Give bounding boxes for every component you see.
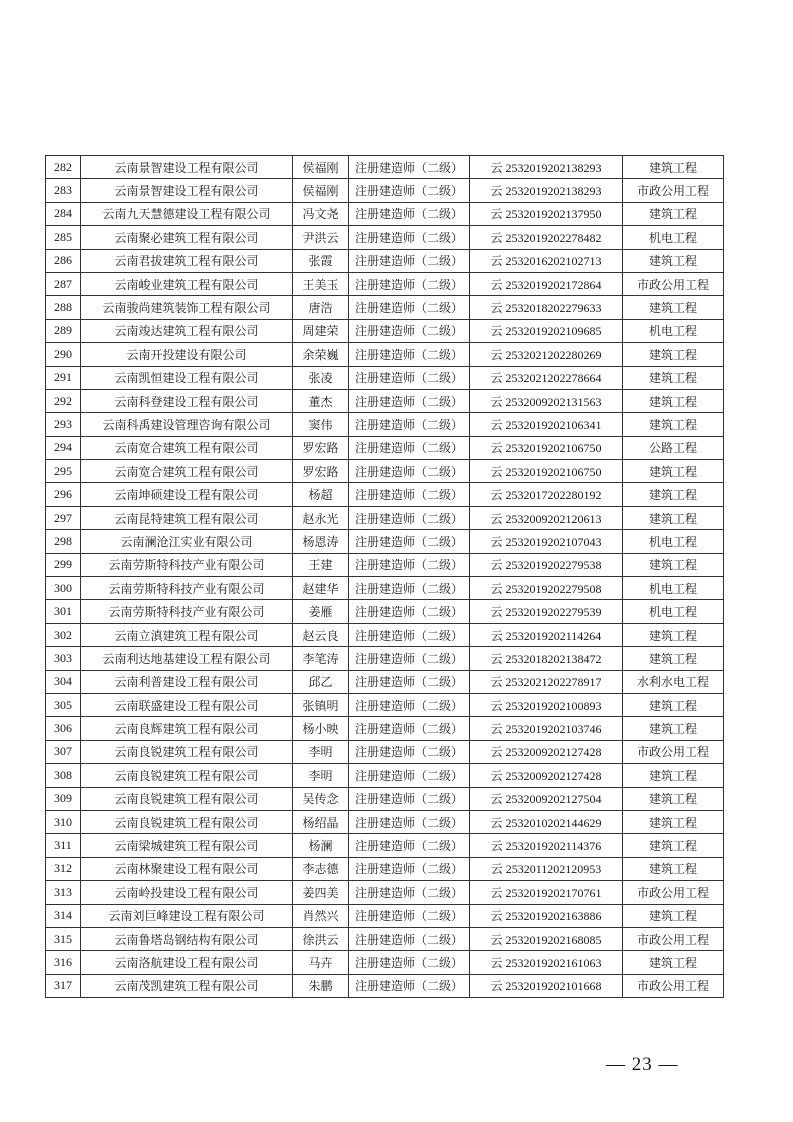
company-name: 云南利普建设工程有限公司 [81, 670, 293, 693]
specialty: 建筑工程 [623, 857, 724, 880]
row-number: 311 [46, 834, 81, 857]
specialty: 建筑工程 [623, 951, 724, 974]
company-name: 云南澜沧江实业有限公司 [81, 530, 293, 553]
person-name: 董杰 [293, 389, 349, 412]
table-row [46, 717, 724, 740]
row-number: 285 [46, 226, 81, 249]
table-row [46, 249, 724, 272]
table-row [46, 670, 724, 693]
table-row [46, 623, 724, 646]
certificate-number: 云 2532019202278482 [470, 226, 623, 249]
row-number: 302 [46, 623, 81, 646]
company-name: 云南良锐建筑工程有限公司 [81, 787, 293, 810]
person-name: 李志德 [293, 857, 349, 880]
row-number: 304 [46, 670, 81, 693]
company-name: 云南竣达建筑工程有限公司 [81, 319, 293, 342]
row-number: 288 [46, 296, 81, 319]
row-number: 293 [46, 413, 81, 436]
specialty: 建筑工程 [623, 810, 724, 833]
qualification: 注册建造师（二级） [349, 296, 470, 319]
person-name: 余荣巍 [293, 343, 349, 366]
person-name: 侯福刚 [293, 179, 349, 202]
person-name: 周建荣 [293, 319, 349, 342]
qualification: 注册建造师（二级） [349, 483, 470, 506]
company-name: 云南良锐建筑工程有限公司 [81, 740, 293, 763]
person-name: 唐浩 [293, 296, 349, 319]
certificate-number: 云 2532021202278664 [470, 366, 623, 389]
qualification: 注册建造师（二级） [349, 810, 470, 833]
specialty: 市政公用工程 [623, 740, 724, 763]
certificate-number: 云 2532019202106341 [470, 413, 623, 436]
row-number: 298 [46, 530, 81, 553]
certificate-number: 云 2532019202114376 [470, 834, 623, 857]
specialty: 机电工程 [623, 600, 724, 623]
row-number: 316 [46, 951, 81, 974]
company-name: 云南茂凯建筑工程有限公司 [81, 974, 293, 997]
specialty: 机电工程 [623, 319, 724, 342]
qualification: 注册建造师（二级） [349, 436, 470, 459]
qualification: 注册建造师（二级） [349, 600, 470, 623]
person-name: 窦伟 [293, 413, 349, 436]
person-name: 罗宏路 [293, 436, 349, 459]
table-row [46, 413, 724, 436]
specialty: 建筑工程 [623, 623, 724, 646]
company-name: 云南劳斯特科技产业有限公司 [81, 577, 293, 600]
person-name: 吴传念 [293, 787, 349, 810]
person-name: 张凌 [293, 366, 349, 389]
table-row [46, 319, 724, 342]
company-name: 云南良锐建筑工程有限公司 [81, 810, 293, 833]
qualification: 注册建造师（二级） [349, 904, 470, 927]
specialty: 建筑工程 [623, 343, 724, 366]
table-row [46, 810, 724, 833]
person-name: 姜雁 [293, 600, 349, 623]
qualification: 注册建造师（二级） [349, 366, 470, 389]
row-number: 307 [46, 740, 81, 763]
table-row [46, 389, 724, 412]
company-name: 云南联盛建设工程有限公司 [81, 693, 293, 716]
row-number: 289 [46, 319, 81, 342]
certificate-number: 云 2532019202168085 [470, 927, 623, 950]
specialty: 市政公用工程 [623, 179, 724, 202]
certificate-number: 云 2532019202138293 [470, 179, 623, 202]
person-name: 赵建华 [293, 577, 349, 600]
company-name: 云南刘巨峰建设工程有限公司 [81, 904, 293, 927]
table-row [46, 647, 724, 670]
company-name: 云南林聚建设工程有限公司 [81, 857, 293, 880]
certificate-number: 云 2532019202106750 [470, 436, 623, 459]
person-name: 杨绍晶 [293, 810, 349, 833]
qualification: 注册建造师（二级） [349, 647, 470, 670]
company-name: 云南良锐建筑工程有限公司 [81, 764, 293, 787]
company-name: 云南开投建设有限公司 [81, 343, 293, 366]
company-name: 云南景智建设工程有限公司 [81, 156, 293, 179]
company-name: 云南科禹建设管理咨询有限公司 [81, 413, 293, 436]
certificate-number: 云 2532017202280192 [470, 483, 623, 506]
person-name: 王美玉 [293, 272, 349, 295]
specialty: 建筑工程 [623, 156, 724, 179]
row-number: 314 [46, 904, 81, 927]
specialty: 建筑工程 [623, 904, 724, 927]
table-row [46, 951, 724, 974]
specialty: 市政公用工程 [623, 272, 724, 295]
company-name: 云南峻业建筑工程有限公司 [81, 272, 293, 295]
specialty: 建筑工程 [623, 693, 724, 716]
specialty: 建筑工程 [623, 389, 724, 412]
company-name: 云南景智建设工程有限公司 [81, 179, 293, 202]
row-number: 295 [46, 460, 81, 483]
person-name: 李笔涛 [293, 647, 349, 670]
specialty: 建筑工程 [623, 413, 724, 436]
specialty: 建筑工程 [623, 553, 724, 576]
qualification: 注册建造师（二级） [349, 553, 470, 576]
qualification: 注册建造师（二级） [349, 740, 470, 763]
person-name: 赵云良 [293, 623, 349, 646]
specialty: 建筑工程 [623, 296, 724, 319]
company-name: 云南昆特建筑工程有限公司 [81, 506, 293, 529]
person-name: 杨恩涛 [293, 530, 349, 553]
specialty: 建筑工程 [623, 249, 724, 272]
specialty: 建筑工程 [623, 483, 724, 506]
qualification: 注册建造师（二级） [349, 460, 470, 483]
qualification: 注册建造师（二级） [349, 717, 470, 740]
registry-table [45, 155, 724, 998]
table-row [46, 904, 724, 927]
person-name: 侯福刚 [293, 156, 349, 179]
registry-table-body [46, 156, 724, 998]
person-name: 杨小映 [293, 717, 349, 740]
qualification: 注册建造师（二级） [349, 951, 470, 974]
company-name: 云南良辉建筑工程有限公司 [81, 717, 293, 740]
table-row [46, 857, 724, 880]
certificate-number: 云 2532009202127428 [470, 740, 623, 763]
person-name: 罗宏路 [293, 460, 349, 483]
row-number: 313 [46, 881, 81, 904]
qualification: 注册建造师（二级） [349, 834, 470, 857]
qualification: 注册建造师（二级） [349, 272, 470, 295]
qualification: 注册建造师（二级） [349, 670, 470, 693]
qualification: 注册建造师（二级） [349, 623, 470, 646]
certificate-number: 云 2532019202279539 [470, 600, 623, 623]
table-row [46, 156, 724, 179]
company-name: 云南梁城建筑工程有限公司 [81, 834, 293, 857]
row-number: 294 [46, 436, 81, 459]
certificate-number: 云 2532019202106750 [470, 460, 623, 483]
row-number: 296 [46, 483, 81, 506]
table-row [46, 343, 724, 366]
specialty: 市政公用工程 [623, 974, 724, 997]
person-name: 肖然兴 [293, 904, 349, 927]
company-name: 云南骏尚建筑装饰工程有限公司 [81, 296, 293, 319]
certificate-number: 云 2532019202100893 [470, 693, 623, 716]
specialty: 建筑工程 [623, 764, 724, 787]
company-name: 云南劳斯特科技产业有限公司 [81, 600, 293, 623]
table-row [46, 974, 724, 997]
person-name: 邱乙 [293, 670, 349, 693]
table-row [46, 202, 724, 225]
row-number: 287 [46, 272, 81, 295]
certificate-number: 云 2532019202172864 [470, 272, 623, 295]
qualification: 注册建造师（二级） [349, 156, 470, 179]
specialty: 建筑工程 [623, 717, 724, 740]
specialty: 建筑工程 [623, 202, 724, 225]
qualification: 注册建造师（二级） [349, 974, 470, 997]
company-name: 云南九天慧德建设工程有限公司 [81, 202, 293, 225]
certificate-number: 云 2532016202102713 [470, 249, 623, 272]
person-name: 张镇明 [293, 693, 349, 716]
qualification: 注册建造师（二级） [349, 202, 470, 225]
table-row [46, 927, 724, 950]
row-number: 306 [46, 717, 81, 740]
qualification: 注册建造师（二级） [349, 413, 470, 436]
certificate-number: 云 2532019202114264 [470, 623, 623, 646]
qualification: 注册建造师（二级） [349, 530, 470, 553]
qualification: 注册建造师（二级） [349, 577, 470, 600]
specialty: 建筑工程 [623, 366, 724, 389]
table-row [46, 530, 724, 553]
page-number: — 23 — [606, 1054, 679, 1075]
row-number: 312 [46, 857, 81, 880]
specialty: 建筑工程 [623, 834, 724, 857]
person-name: 张霞 [293, 249, 349, 272]
row-number: 284 [46, 202, 81, 225]
certificate-number: 云 2532018202138472 [470, 647, 623, 670]
company-name: 云南坤硕建设工程有限公司 [81, 483, 293, 506]
qualification: 注册建造师（二级） [349, 881, 470, 904]
row-number: 303 [46, 647, 81, 670]
row-number: 305 [46, 693, 81, 716]
company-name: 云南立滇建筑工程有限公司 [81, 623, 293, 646]
qualification: 注册建造师（二级） [349, 506, 470, 529]
table-row [46, 553, 724, 576]
qualification: 注册建造师（二级） [349, 249, 470, 272]
table-row [46, 740, 724, 763]
certificate-number: 云 2532009202127428 [470, 764, 623, 787]
row-number: 315 [46, 927, 81, 950]
certificate-number: 云 2532019202163886 [470, 904, 623, 927]
qualification: 注册建造师（二级） [349, 927, 470, 950]
company-name: 云南利达地基建设工程有限公司 [81, 647, 293, 670]
table-row [46, 460, 724, 483]
company-name: 云南君拔建筑工程有限公司 [81, 249, 293, 272]
certificate-number: 云 2532009202120613 [470, 506, 623, 529]
table-row [46, 787, 724, 810]
table-row [46, 600, 724, 623]
certificate-number: 云 2532019202137950 [470, 202, 623, 225]
qualification: 注册建造师（二级） [349, 787, 470, 810]
company-name: 云南宽合建筑工程有限公司 [81, 460, 293, 483]
company-name: 云南洛航建设工程有限公司 [81, 951, 293, 974]
table-row [46, 226, 724, 249]
qualification: 注册建造师（二级） [349, 319, 470, 342]
row-number: 286 [46, 249, 81, 272]
row-number: 283 [46, 179, 81, 202]
certificate-number: 云 2532009202127504 [470, 787, 623, 810]
specialty: 水利水电工程 [623, 670, 724, 693]
certificate-number: 云 2532019202279508 [470, 577, 623, 600]
certificate-number: 云 2532018202279633 [470, 296, 623, 319]
certificate-number: 云 2532021202280269 [470, 343, 623, 366]
table-row [46, 436, 724, 459]
person-name: 徐洪云 [293, 927, 349, 950]
specialty: 市政公用工程 [623, 881, 724, 904]
row-number: 291 [46, 366, 81, 389]
row-number: 299 [46, 553, 81, 576]
qualification: 注册建造师（二级） [349, 857, 470, 880]
table-row [46, 577, 724, 600]
certificate-number: 云 2532011202120953 [470, 857, 623, 880]
specialty: 建筑工程 [623, 506, 724, 529]
certificate-number: 云 2532019202170761 [470, 881, 623, 904]
table-row [46, 764, 724, 787]
row-number: 301 [46, 600, 81, 623]
qualification: 注册建造师（二级） [349, 389, 470, 412]
person-name: 杨澜 [293, 834, 349, 857]
row-number: 317 [46, 974, 81, 997]
row-number: 309 [46, 787, 81, 810]
specialty: 市政公用工程 [623, 927, 724, 950]
certificate-number: 云 2532009202131563 [470, 389, 623, 412]
table-row [46, 272, 724, 295]
company-name: 云南鲁塔岛钢结构有限公司 [81, 927, 293, 950]
person-name: 冯文尧 [293, 202, 349, 225]
row-number: 282 [46, 156, 81, 179]
specialty: 机电工程 [623, 226, 724, 249]
qualification: 注册建造师（二级） [349, 179, 470, 202]
row-number: 292 [46, 389, 81, 412]
row-number: 300 [46, 577, 81, 600]
certificate-number: 云 2532019202279538 [470, 553, 623, 576]
person-name: 朱鹏 [293, 974, 349, 997]
certificate-number: 云 2532021202278917 [470, 670, 623, 693]
company-name: 云南岭投建设工程有限公司 [81, 881, 293, 904]
company-name: 云南凯恒建设工程有限公司 [81, 366, 293, 389]
table-row [46, 834, 724, 857]
person-name: 姜四美 [293, 881, 349, 904]
certificate-number: 云 2532019202161063 [470, 951, 623, 974]
table-row [46, 296, 724, 319]
table-row [46, 366, 724, 389]
table-row [46, 483, 724, 506]
specialty: 建筑工程 [623, 460, 724, 483]
specialty: 机电工程 [623, 530, 724, 553]
certificate-number: 云 2532019202138293 [470, 156, 623, 179]
person-name: 李明 [293, 740, 349, 763]
company-name: 云南宽合建筑工程有限公司 [81, 436, 293, 459]
certificate-number: 云 2532019202103746 [470, 717, 623, 740]
row-number: 310 [46, 810, 81, 833]
person-name: 赵永光 [293, 506, 349, 529]
qualification: 注册建造师（二级） [349, 226, 470, 249]
certificate-number: 云 2532019202109685 [470, 319, 623, 342]
specialty: 机电工程 [623, 577, 724, 600]
certificate-number: 云 2532010202144629 [470, 810, 623, 833]
certificate-number: 云 2532019202101668 [470, 974, 623, 997]
table-row [46, 693, 724, 716]
company-name: 云南科登建设工程有限公司 [81, 389, 293, 412]
specialty: 建筑工程 [623, 787, 724, 810]
specialty: 建筑工程 [623, 647, 724, 670]
person-name: 王建 [293, 553, 349, 576]
person-name: 马卉 [293, 951, 349, 974]
row-number: 297 [46, 506, 81, 529]
qualification: 注册建造师（二级） [349, 693, 470, 716]
certificate-number: 云 2532019202107043 [470, 530, 623, 553]
company-name: 云南劳斯特科技产业有限公司 [81, 553, 293, 576]
person-name: 杨超 [293, 483, 349, 506]
specialty: 公路工程 [623, 436, 724, 459]
table-row [46, 506, 724, 529]
row-number: 290 [46, 343, 81, 366]
person-name: 李明 [293, 764, 349, 787]
table-row [46, 881, 724, 904]
qualification: 注册建造师（二级） [349, 343, 470, 366]
qualification: 注册建造师（二级） [349, 764, 470, 787]
row-number: 308 [46, 764, 81, 787]
table-row [46, 179, 724, 202]
person-name: 尹洪云 [293, 226, 349, 249]
company-name: 云南聚必建筑工程有限公司 [81, 226, 293, 249]
